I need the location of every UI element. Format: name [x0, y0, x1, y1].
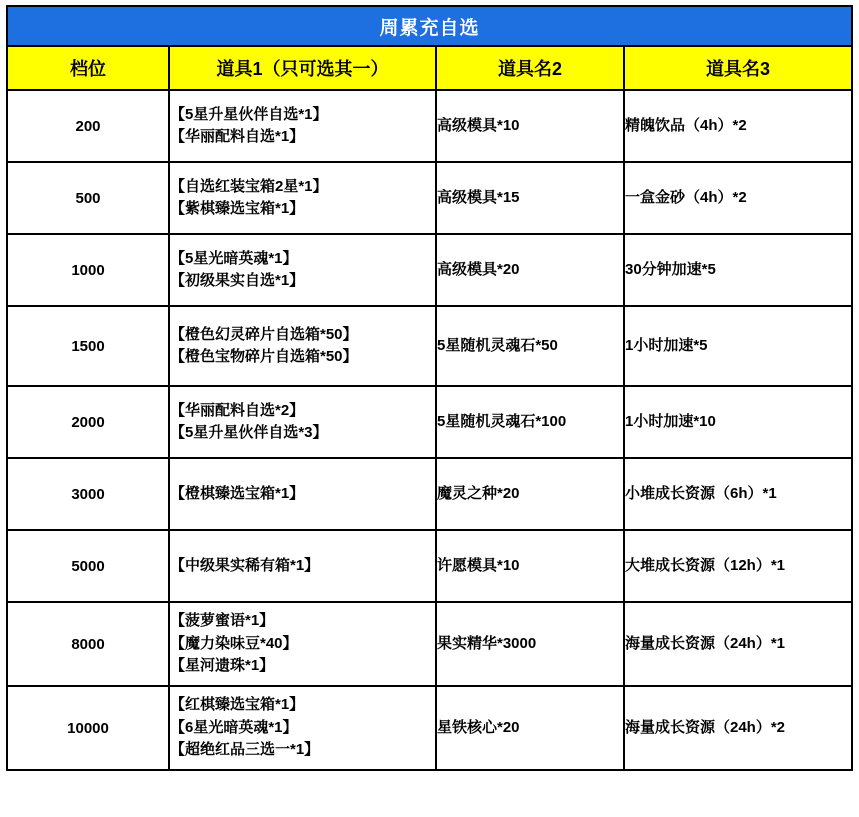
item1-line: 【中级果实稀有箱*1】 [170, 556, 320, 574]
table-row [7, 162, 852, 234]
item3-cell [624, 458, 852, 530]
item2-cell [436, 602, 624, 686]
item2-cell [436, 458, 624, 530]
item2-cell [436, 90, 624, 162]
weekly-recharge-reward-table [6, 5, 853, 771]
reward-table-container [0, 5, 859, 771]
column-header-tier: 档位 [7, 46, 169, 90]
item1-line: 【6星光暗英魂*1】 [170, 718, 298, 736]
item1-line: 【魔力染味豆*40】 [170, 634, 298, 652]
item3-line: 精魄饮品（4h）*2 [625, 116, 747, 134]
item1-cell [169, 386, 436, 458]
item3-line: 海量成长资源（24h）*1 [625, 634, 786, 652]
table-title: 周累充自选 [7, 6, 852, 46]
column-header-item2: 道具名2 [436, 46, 624, 90]
item3-line: 一盒金砂（4h）*2 [625, 188, 747, 206]
item2-line: 许愿模具*10 [437, 556, 520, 574]
item1-cell [169, 686, 436, 770]
item1-cell [169, 234, 436, 306]
item3-cell [624, 386, 852, 458]
item1-cell [169, 90, 436, 162]
item3-line: 1小时加速*5 [625, 336, 708, 354]
item1-line: 【橙棋臻选宝箱*1】 [170, 484, 305, 502]
table-title-row [7, 6, 852, 46]
item1-cell [169, 306, 436, 386]
item3-cell [624, 234, 852, 306]
item1-line: 【星河遗珠*1】 [170, 657, 275, 675]
item1-line: 【初级果实自选*1】 [170, 272, 305, 289]
item1-line: 【菠萝蜜语*1】 [170, 612, 275, 630]
item1-cell [169, 162, 436, 234]
tier-value: 2000 [7, 386, 169, 458]
item2-cell [436, 162, 624, 234]
item3-cell [624, 530, 852, 602]
table-row [7, 530, 852, 602]
item1-line: 【紫棋臻选宝箱*1】 [170, 200, 305, 217]
column-header-item3: 道具名3 [624, 46, 852, 90]
item2-cell [436, 306, 624, 386]
item3-cell [624, 306, 852, 386]
table-row [7, 602, 852, 686]
item2-line: 高级模具*20 [437, 260, 520, 278]
tier-value: 1000 [7, 234, 169, 306]
item1-line: 【华丽配料自选*2】 [170, 401, 305, 419]
item1-line: 【自选红装宝箱2星*1】 [170, 177, 328, 195]
item2-line: 5星随机灵魂石*100 [437, 412, 567, 430]
table-row [7, 386, 852, 458]
tier-value: 200 [7, 90, 169, 162]
item2-cell [436, 386, 624, 458]
item2-line: 果实精华*3000 [437, 634, 537, 652]
item1-line: 【红棋臻选宝箱*1】 [170, 696, 305, 714]
table-row [7, 234, 852, 306]
item1-cell [169, 458, 436, 530]
item3-line: 小堆成长资源（6h）*1 [625, 484, 777, 502]
item1-line: 【5星升星伙伴自选*1】 [170, 105, 328, 123]
item2-cell [436, 686, 624, 770]
tier-value: 3000 [7, 458, 169, 530]
item2-line: 5星随机灵魂石*50 [437, 336, 558, 354]
item1-line: 【橙色幻灵碎片自选箱*50】 [170, 325, 358, 343]
tier-value: 10000 [7, 686, 169, 770]
item2-line: 魔灵之种*20 [437, 484, 520, 502]
item2-line: 高级模具*15 [437, 188, 520, 206]
item1-line: 【超绝红品三选一*1】 [170, 741, 320, 759]
item1-cell [169, 530, 436, 602]
item3-line: 30分钟加速*5 [625, 260, 716, 278]
tier-value: 500 [7, 162, 169, 234]
item2-cell [436, 530, 624, 602]
item1-line: 【5星升星伙伴自选*3】 [170, 424, 328, 441]
table-row [7, 458, 852, 530]
table-row [7, 306, 852, 386]
tier-value: 5000 [7, 530, 169, 602]
item3-cell [624, 602, 852, 686]
item3-line: 1小时加速*10 [625, 412, 716, 430]
item2-cell [436, 234, 624, 306]
item2-line: 星铁核心*20 [437, 718, 520, 736]
tier-value: 1500 [7, 306, 169, 386]
item2-line: 高级模具*10 [437, 116, 520, 134]
column-header-item1: 道具1（只可选其一） [169, 46, 436, 90]
table-header-row [7, 46, 852, 90]
table-row [7, 90, 852, 162]
table-row [7, 686, 852, 770]
item3-cell [624, 90, 852, 162]
item1-line: 【5星光暗英魂*1】 [170, 249, 298, 267]
item1-cell [169, 602, 436, 686]
item1-line: 【华丽配料自选*1】 [170, 128, 305, 145]
tier-value: 8000 [7, 602, 169, 686]
item3-line: 大堆成长资源（12h）*1 [625, 556, 786, 574]
item3-cell [624, 162, 852, 234]
item3-line: 海量成长资源（24h）*2 [625, 718, 786, 736]
item1-line: 【橙色宝物碎片自选箱*50】 [170, 348, 358, 365]
item3-cell [624, 686, 852, 770]
